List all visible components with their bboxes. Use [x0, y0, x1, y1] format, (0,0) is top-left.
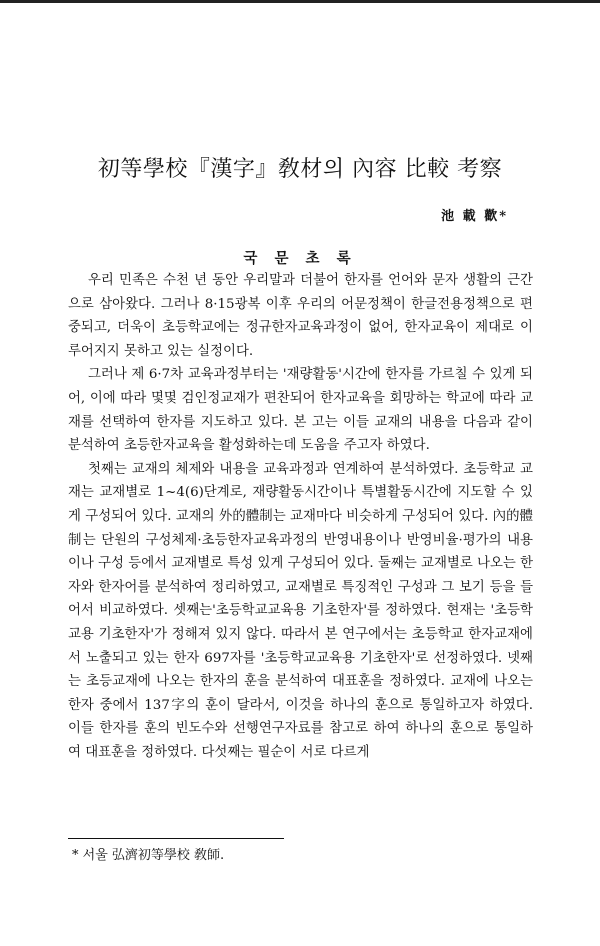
abstract-paragraph-2: 그러나 제 6·7차 교육과정부터는 '재량활동'시간에 한자를 가르칠 수 있게 되어, 이에 따라 몇몇 검인정교재가 편찬되어 한자교육을 회망하는 학교에 따라 교재를 선택하여 한자를 지도하고 있다. 본 고는 이들 교재의 내용을 다음과 같이 분석하여 초등한자교육을 활성화하는데 도움을 주고자 하였다.	[68, 367, 533, 454]
abstract-heading: 국 문 초 록	[243, 250, 357, 267]
footnote-divider	[68, 838, 284, 839]
abstract-body	[68, 269, 533, 764]
author-name: 池 載 歡*	[441, 209, 508, 224]
page-top-border	[0, 0, 600, 3]
abstract-paragraph-3: 첫째는 교재의 체제와 내용을 교육과정과 연계하여 분석하였다. 초등학교 교재는 교재별로 1~4(6)단계로, 재량활동시간이나 특별활동시간에 지도할 수 있게 구성되어 있다. 교재의 外的體制는 교재마다 비슷하게 구성되어 있다. 內的體制는 단원의 구성체제·초등한자교육과정의 반영내용이나 반영비율·평가의 내용이나 구성 등에서 교재별로 특성 있게 구성되어 있다. 둘째는 교재별로 나오는 한자와 한자어를 분석하여 정리하였고, 교재별로 특징적인 구성과 그 보기 등을 들어서 비교하였다. 셋째는'초등학교교육용 기초한자'를 정하였다. 현재는 '초등학교용 기초한자'가 정해져 있지 않다. 따라서 본 연구에서는 초등학교 한자교재에서 노출되고 있는 한자 697자를 '초등학교교육용 기초한자'로 선정하였다. 넷째는 초등교재에 나오는 한자의 훈을 분석하여 대표훈을 정하였다. 교재에 나오는 한자 중에서 137字의 훈이 달라서, 이것을 하나의 훈으로 통일하고자 하였다. 이들 한자를 훈의 빈도수와 선행연구자료를 참고로 하여 하나의 훈으로 통일하여 대표훈을 정하였다. 다섯째는 필순이 서로 다르게	[68, 461, 534, 760]
paper-title: 初等學校『漢字』敎材의 內容 比較 考察	[97, 157, 503, 182]
abstract-paragraph-1: 우리 민족은 수천 년 동안 우리말과 더불어 한자를 언어와 문자 생활의 근간으로 삼아왔다. 그러나 8·15광복 이후 우리의 어문정책이 한글전용정책으로 편중되고, 더욱이 초등학교에는 정규한자교육과정이 없어, 한자교육이 제대로 이루어지지 못하고 있는 실정이다.	[68, 273, 533, 359]
author-footnote: * 서울 弘濟初等學校 敎師.	[72, 848, 225, 863]
